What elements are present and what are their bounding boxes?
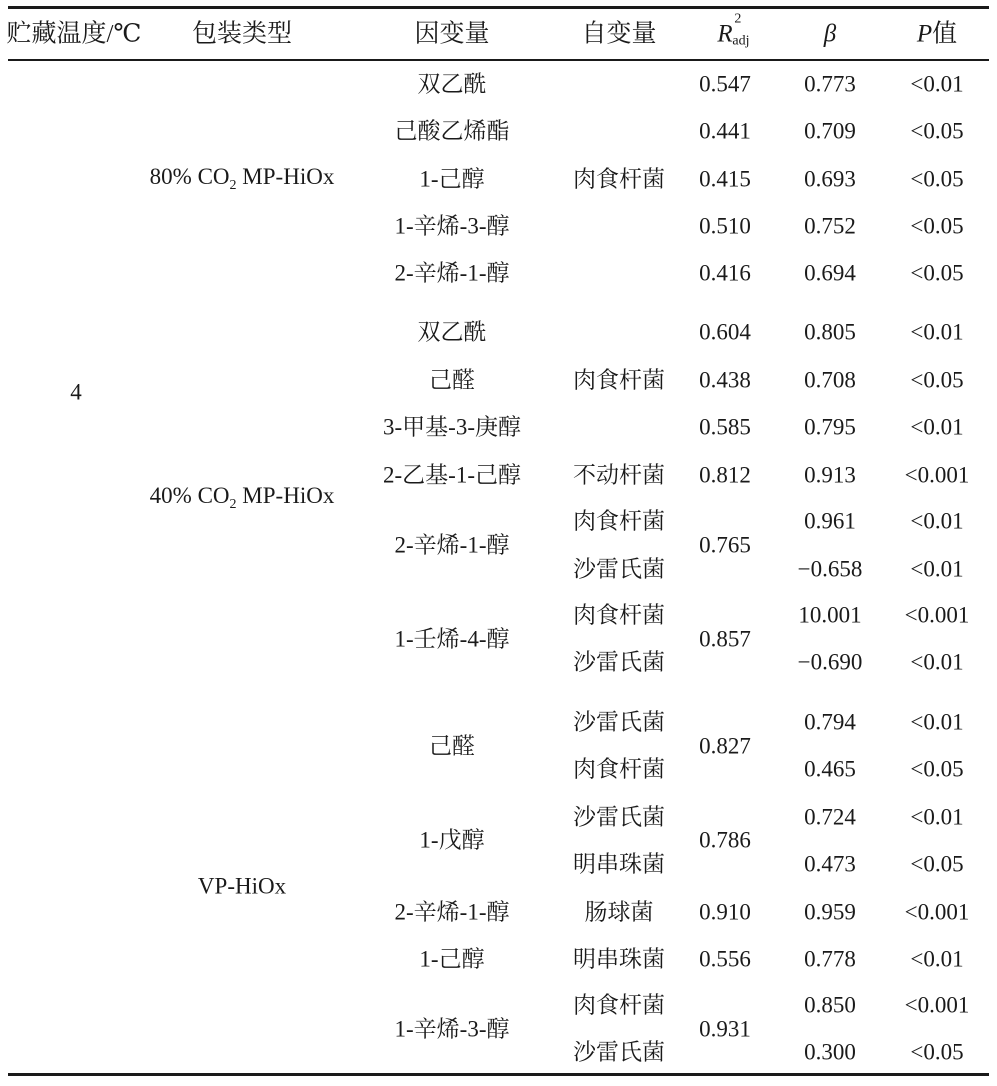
- package-vp-hiox: VP-HiOx: [197, 873, 287, 899]
- independent-cell: 肉食杆菌: [573, 602, 665, 628]
- dependent-cell: 己醛: [429, 733, 475, 759]
- independent-cell: 明串珠菌: [573, 946, 665, 972]
- dependent-cell: 双乙酰: [417, 319, 487, 345]
- beta-cell: 0.794: [804, 709, 856, 735]
- r2-cell: 0.441: [699, 118, 751, 144]
- independent-cell: 沙雷氏菌: [573, 649, 665, 675]
- dependent-cell: 2-辛烯-1-醇: [394, 532, 510, 558]
- p-letter: P: [916, 20, 933, 48]
- p-cell: <0.001: [904, 992, 970, 1018]
- r2-cell: 0.556: [699, 946, 751, 972]
- beta-cell: 0.795: [804, 414, 856, 440]
- dependent-cell: 3-甲基-3-庚醇: [383, 414, 521, 440]
- independent-cell: 肉食杆菌: [573, 508, 665, 534]
- p-cell: <0.01: [910, 649, 964, 675]
- independent-g1: 肉食杆菌: [573, 166, 665, 192]
- p-cell: <0.05: [910, 1039, 964, 1065]
- beta-cell: 0.961: [804, 508, 856, 534]
- r2-letter: R: [717, 20, 733, 48]
- p-cell: <0.05: [910, 118, 964, 144]
- beta-cell: 0.473: [804, 851, 856, 877]
- r2-cell: 0.910: [699, 899, 751, 925]
- independent-cell: 不动杆菌: [573, 462, 665, 488]
- r2-subscript: adj: [732, 33, 750, 49]
- dependent-cell: 1-辛烯-3-醇: [394, 213, 510, 239]
- independent-cell: 明串珠菌: [573, 851, 665, 877]
- independent-cell: 沙雷氏菌: [573, 709, 665, 735]
- dependent-cell: 1-戊醇: [419, 827, 485, 853]
- header-dependent-variable: 因变量: [414, 20, 490, 48]
- p-cell: <0.05: [910, 756, 964, 782]
- beta-cell: 0.694: [804, 260, 856, 286]
- beta-cell: 0.752: [804, 213, 856, 239]
- r2-cell: 0.547: [699, 71, 751, 97]
- beta-cell: 0.959: [804, 899, 856, 925]
- beta-cell: 0.693: [804, 166, 856, 192]
- beta-cell: 0.773: [804, 71, 856, 97]
- beta-cell: 0.300: [804, 1039, 856, 1065]
- beta-cell: 0.778: [804, 946, 856, 972]
- p-cell: <0.001: [904, 602, 970, 628]
- package-80co2-sub: 2: [229, 178, 237, 193]
- p-cell: <0.01: [910, 508, 964, 534]
- header-p-value: [917, 22, 957, 47]
- p-cell: <0.01: [910, 709, 964, 735]
- top-rule: [8, 6, 989, 9]
- beta-cell: −0.690: [797, 649, 863, 675]
- dependent-cell: 1-己醇: [419, 946, 485, 972]
- beta-cell: 0.913: [804, 462, 856, 488]
- independent-g2: 肉食杆菌: [573, 367, 665, 393]
- p-suffix: 值: [932, 20, 958, 48]
- beta-cell: 0.465: [804, 756, 856, 782]
- beta-cell: 0.805: [804, 319, 856, 345]
- header-temperature: 贮藏温度/℃: [6, 20, 142, 48]
- temperature-value: 4: [70, 379, 82, 405]
- package-40co2: [150, 484, 335, 512]
- r2-cell: 0.604: [699, 319, 751, 345]
- package-40co2-main: 40% CO: [149, 483, 230, 508]
- r2-cell: 0.416: [699, 260, 751, 286]
- dependent-cell: 1-辛烯-3-醇: [394, 1016, 510, 1042]
- dependent-cell: 2-辛烯-1-醇: [394, 260, 510, 286]
- p-cell: <0.01: [910, 946, 964, 972]
- header-independent-variable: 自变量: [581, 20, 657, 48]
- independent-cell: 肠球菌: [584, 899, 654, 925]
- header-package-type: 包装类型: [191, 20, 293, 48]
- p-cell: <0.01: [910, 71, 964, 97]
- r2-cell: 0.857: [699, 626, 751, 652]
- r2-cell: 0.510: [699, 213, 751, 239]
- p-cell: <0.05: [910, 367, 964, 393]
- dependent-cell: 2-乙基-1-己醇: [383, 462, 521, 488]
- p-cell: <0.01: [910, 319, 964, 345]
- r2-cell: 0.415: [699, 166, 751, 192]
- package-40co2-rest: MP-HiOx: [236, 483, 335, 508]
- dependent-cell: 2-辛烯-1-醇: [394, 899, 510, 925]
- bottom-rule: [8, 1073, 989, 1076]
- beta-cell: 0.724: [804, 804, 856, 830]
- dependent-cell: 1-壬烯-4-醇: [394, 626, 510, 652]
- package-40co2-sub: 2: [229, 497, 237, 512]
- p-cell: <0.05: [910, 213, 964, 239]
- p-cell: <0.05: [910, 851, 964, 877]
- p-cell: <0.05: [910, 260, 964, 286]
- header-r2-adj: [717, 11, 750, 49]
- p-cell: <0.01: [910, 804, 964, 830]
- r2-cell: 0.765: [699, 532, 751, 558]
- r2-cell: 0.438: [699, 367, 751, 393]
- r2-cell: 0.786: [699, 827, 751, 853]
- independent-cell: 沙雷氏菌: [573, 556, 665, 582]
- dependent-cell: 己醛: [429, 367, 475, 393]
- beta-cell: 10.001: [798, 602, 862, 628]
- r2-superscript: 2: [734, 11, 742, 27]
- r2-cell: 0.812: [699, 462, 751, 488]
- header-beta: β: [823, 20, 837, 48]
- beta-cell: 0.850: [804, 992, 856, 1018]
- dependent-cell: 己酸乙烯酯: [394, 118, 510, 144]
- independent-cell: 沙雷氏菌: [573, 1039, 665, 1065]
- header-rule: [8, 59, 989, 61]
- p-cell: <0.001: [904, 899, 970, 925]
- beta-cell: 0.708: [804, 367, 856, 393]
- p-cell: <0.001: [904, 462, 970, 488]
- beta-cell: 0.709: [804, 118, 856, 144]
- dependent-cell: 双乙酰: [417, 71, 487, 97]
- p-cell: <0.05: [910, 166, 964, 192]
- independent-cell: 肉食杆菌: [573, 756, 665, 782]
- independent-cell: 沙雷氏菌: [573, 804, 665, 830]
- r2-cell: 0.585: [699, 414, 751, 440]
- package-80co2-main: 80% CO: [149, 164, 230, 189]
- dependent-cell: 1-己醇: [419, 166, 485, 192]
- r2-cell: 0.827: [699, 733, 751, 759]
- package-80co2-rest: MP-HiOx: [236, 164, 335, 189]
- package-80co2: [150, 165, 335, 193]
- p-cell: <0.01: [910, 556, 964, 582]
- p-cell: <0.01: [910, 414, 964, 440]
- beta-cell: −0.658: [797, 556, 863, 582]
- independent-cell: 肉食杆菌: [573, 992, 665, 1018]
- r2-cell: 0.931: [699, 1016, 751, 1042]
